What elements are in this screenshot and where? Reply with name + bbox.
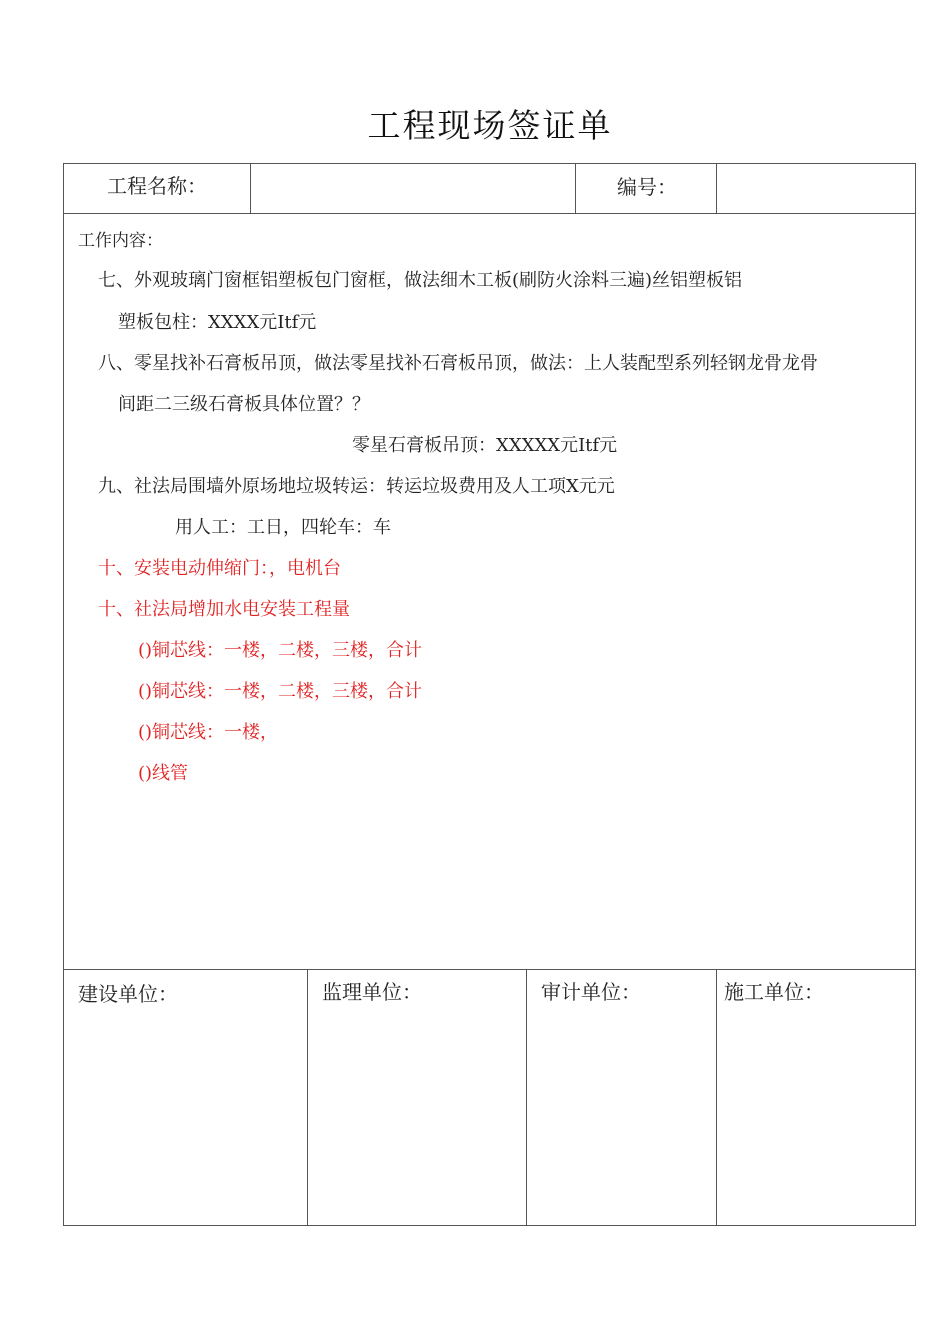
- table-border-left: [63, 163, 64, 1226]
- table-border-bottom: [63, 1225, 916, 1226]
- supervision-unit-label: 监理单位：: [322, 980, 422, 1004]
- content-row-divider: [63, 969, 916, 970]
- sign-col-divider-3: [716, 969, 717, 1226]
- content-line-item7-cont: 塑板包柱：XXXX元Itf元: [118, 312, 317, 333]
- page-title: 工程现场签证单: [367, 106, 613, 145]
- header-col-divider-3: [716, 163, 717, 214]
- audit-unit-label: 审计单位：: [541, 980, 641, 1004]
- number-field[interactable]: [724, 175, 909, 199]
- sign-col-divider-1: [307, 969, 308, 1226]
- content-line-item9: 九、社法局围墙外原场地垃圾转运：转运垃圾费用及人工项X元元: [98, 476, 615, 497]
- project-name-field[interactable]: [258, 175, 568, 199]
- content-line-item10b: 十、社法局增加水电安装工程量: [98, 599, 350, 620]
- content-line-item8-cost: 零星石膏板吊顶：XXXXX元Itf元: [352, 435, 618, 456]
- construction-unit-label: 建设单位：: [78, 982, 178, 1006]
- content-line-conduit: ()线管: [138, 763, 189, 784]
- header-col-divider-1: [250, 163, 251, 214]
- number-label: 编号：: [617, 175, 677, 199]
- content-line-item9-labor: 用人工：工日，四轮车：车: [175, 517, 391, 538]
- content-line-item7: 七、外观玻璃门窗框铝塑板包门窗框，做法细木工板(刷防火涂料三遍)丝铝塑板铝: [98, 270, 743, 291]
- work-content-label: 工作内容：: [78, 231, 163, 251]
- content-line-wire-1: ()铜芯线：一楼，二楼，三楼，合计: [138, 640, 423, 661]
- contractor-unit-label: 施工单位：: [724, 980, 824, 1004]
- table-border-right: [915, 163, 916, 1226]
- header-col-divider-2: [575, 163, 576, 214]
- content-line-item8: 八、零星找补石膏板吊顶，做法零星找补石膏板吊顶，做法：上人装配型系列轻钢龙骨龙骨: [98, 353, 818, 374]
- content-line-item8-cont: 间距二三级石膏板具体位置？？: [118, 394, 370, 415]
- content-line-wire-3: ()铜芯线：一楼，: [138, 722, 279, 743]
- content-line-item10a: 十、安装电动伸缩门：，电机台: [98, 558, 341, 579]
- content-line-wire-2: ()铜芯线：一楼，二楼，三楼，合计: [138, 681, 423, 702]
- header-row-divider: [63, 213, 916, 214]
- project-name-label: 工程名称：: [107, 174, 207, 198]
- table-border-top: [63, 163, 916, 164]
- sign-col-divider-2: [526, 969, 527, 1226]
